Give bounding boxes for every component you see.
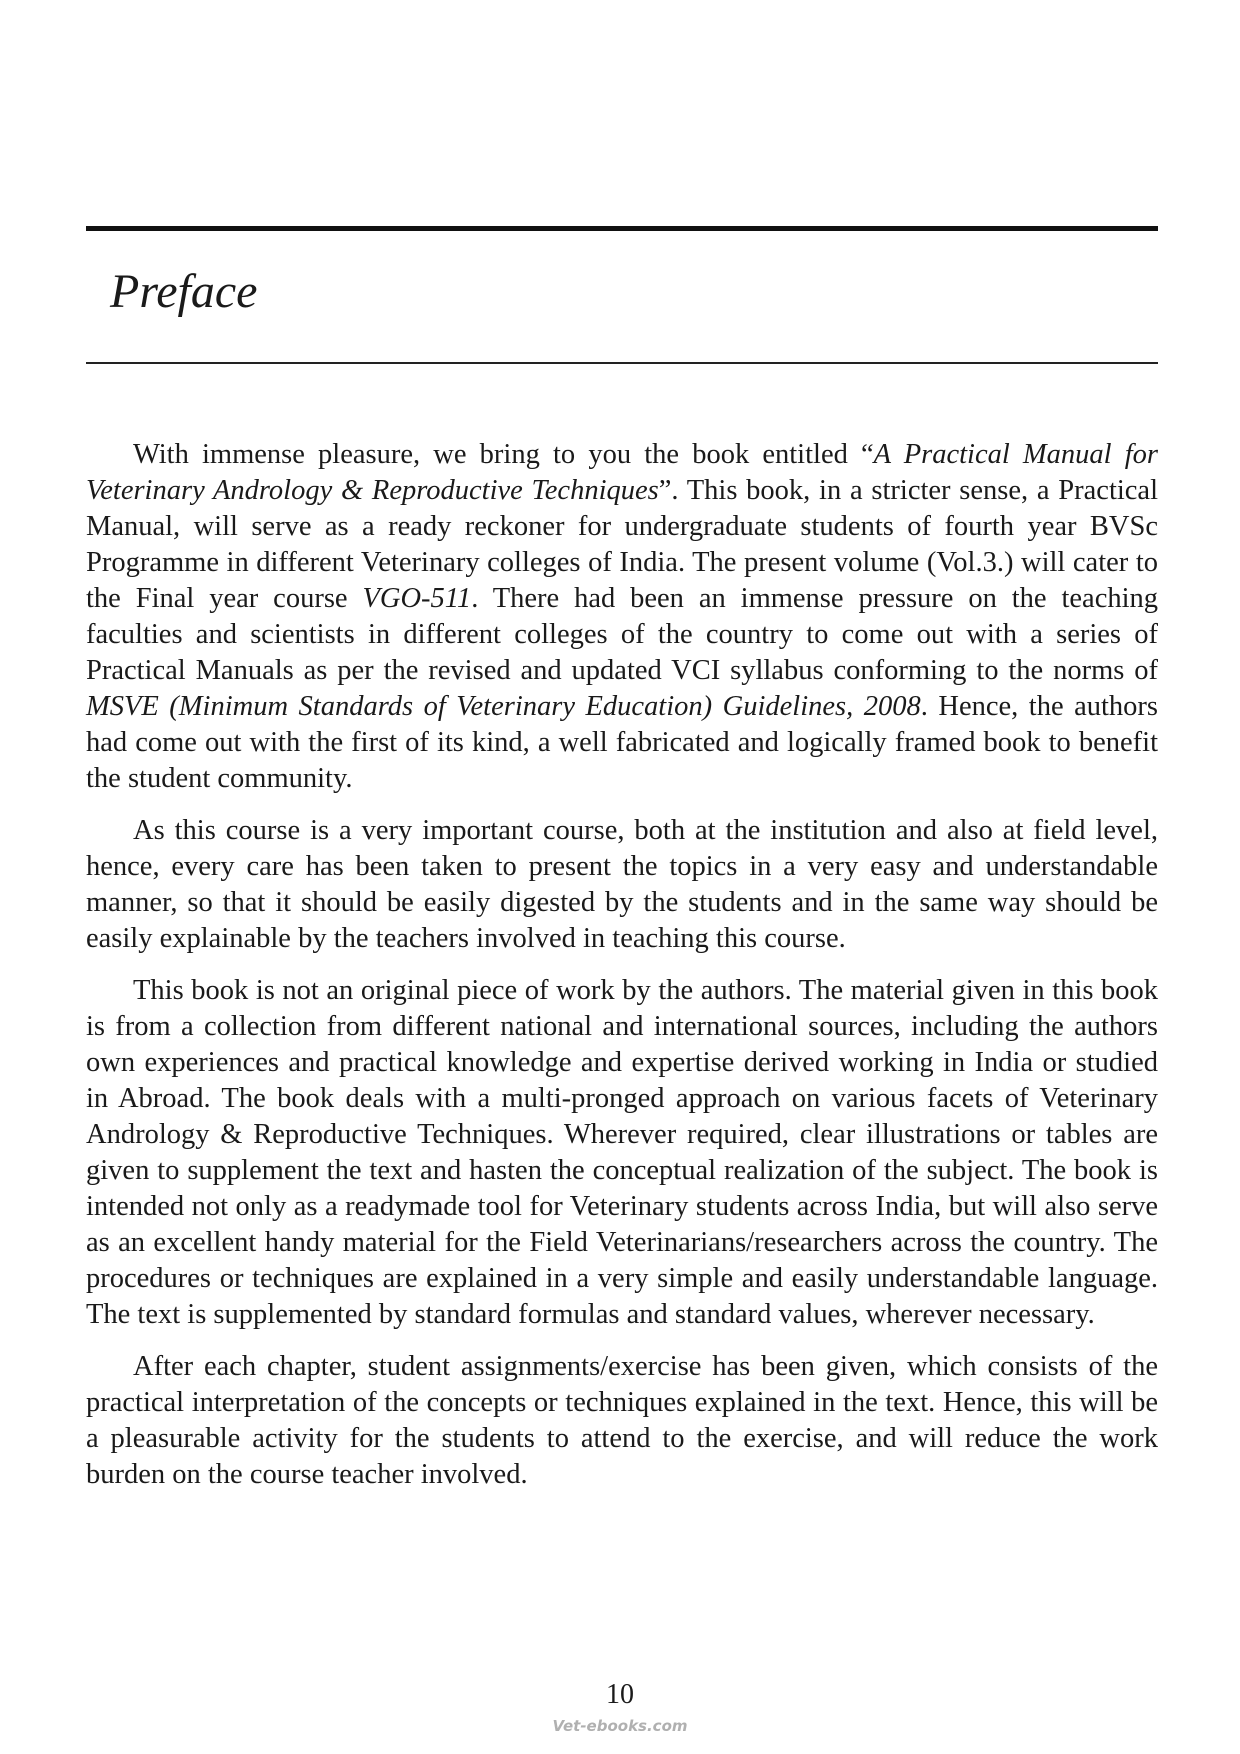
body-paragraph <box>86 973 1158 1333</box>
top-rule <box>86 226 1158 231</box>
page-number: 10 <box>606 1679 634 1710</box>
italic-text-run: VGO-511 <box>362 583 472 614</box>
text-run: As this course is a very important course, both at the institution and also at field level, hence, every care has been taken to present the topics in a very easy and understandable manner, so that it should be easily digested by the students and in the same way should be easily explainable by the teachers involved in teaching this course. <box>86 815 1158 954</box>
page-title: Preface <box>110 265 258 318</box>
text-run: . There had been an immense pressure on the teaching faculties and scientists in different colleges of the country to come out with a series of Practical Manuals as per the revised and updated VCI syllabus conforming to the norms of <box>86 583 1159 686</box>
body-paragraph <box>86 813 1158 957</box>
body-paragraph <box>86 1349 1158 1493</box>
text-run: With immense pleasure, we bring to you the book entitled “ <box>133 439 874 470</box>
italic-text-run: A Practical Manual for Veterinary Andrology & Reproductive Techniques <box>86 439 1158 506</box>
body-paragraph <box>86 437 1158 797</box>
preface-body <box>86 437 1158 1509</box>
text-run: . Hence, the authors had come out with the first of its kind, a well fabricated and logically framed book to benefit the student community. <box>86 691 1158 794</box>
text-run: This book is not an original piece of work by the authors. The material given in this book is from a collection from different national and international sources, including the authors own experiences and practical knowledge and expertise derived working in India or studied in Abroad. The book deals with a multi-pronged approach on various facets of Veterinary Andrology & Reproductive Techniques. Wherever required, clear illustrations or tables are given to supplement the text and hasten the conceptual realization of the subject. The book is intended not only as a readymade tool for Veterinary students across India, but will also serve as an excellent handy material for the Field Veterinarians/researchers across the country. The procedures or techniques are explained in a very simple and easily understandable language. The text is supplemented by standard formulas and standard values, wherever necessary. <box>86 975 1158 1330</box>
text-run: After each chapter, student assignments/exercise has been given, which consists of the practical interpretation of the concepts or techniques explained in the text. Hence, this will be a pleasurable activity for the students to attend to the exercise, and will reduce the work burden on the course teacher involved. <box>86 1351 1158 1490</box>
italic-text-run: MSVE (Minimum Standards of Veterinary Education) Guidelines, 2008 <box>86 691 921 722</box>
text-run: ”. This book, in a stricter sense, a Practical Manual, will serve as a ready reckoner for undergraduate students of fourth year BVSc Programme in different Veterinary colleges of India. The present volume (Vol.3.) will cater to the Final year course <box>86 475 1158 614</box>
watermark-logo: Vet-ebooks.com <box>552 1717 688 1735</box>
title-rule <box>86 362 1158 364</box>
